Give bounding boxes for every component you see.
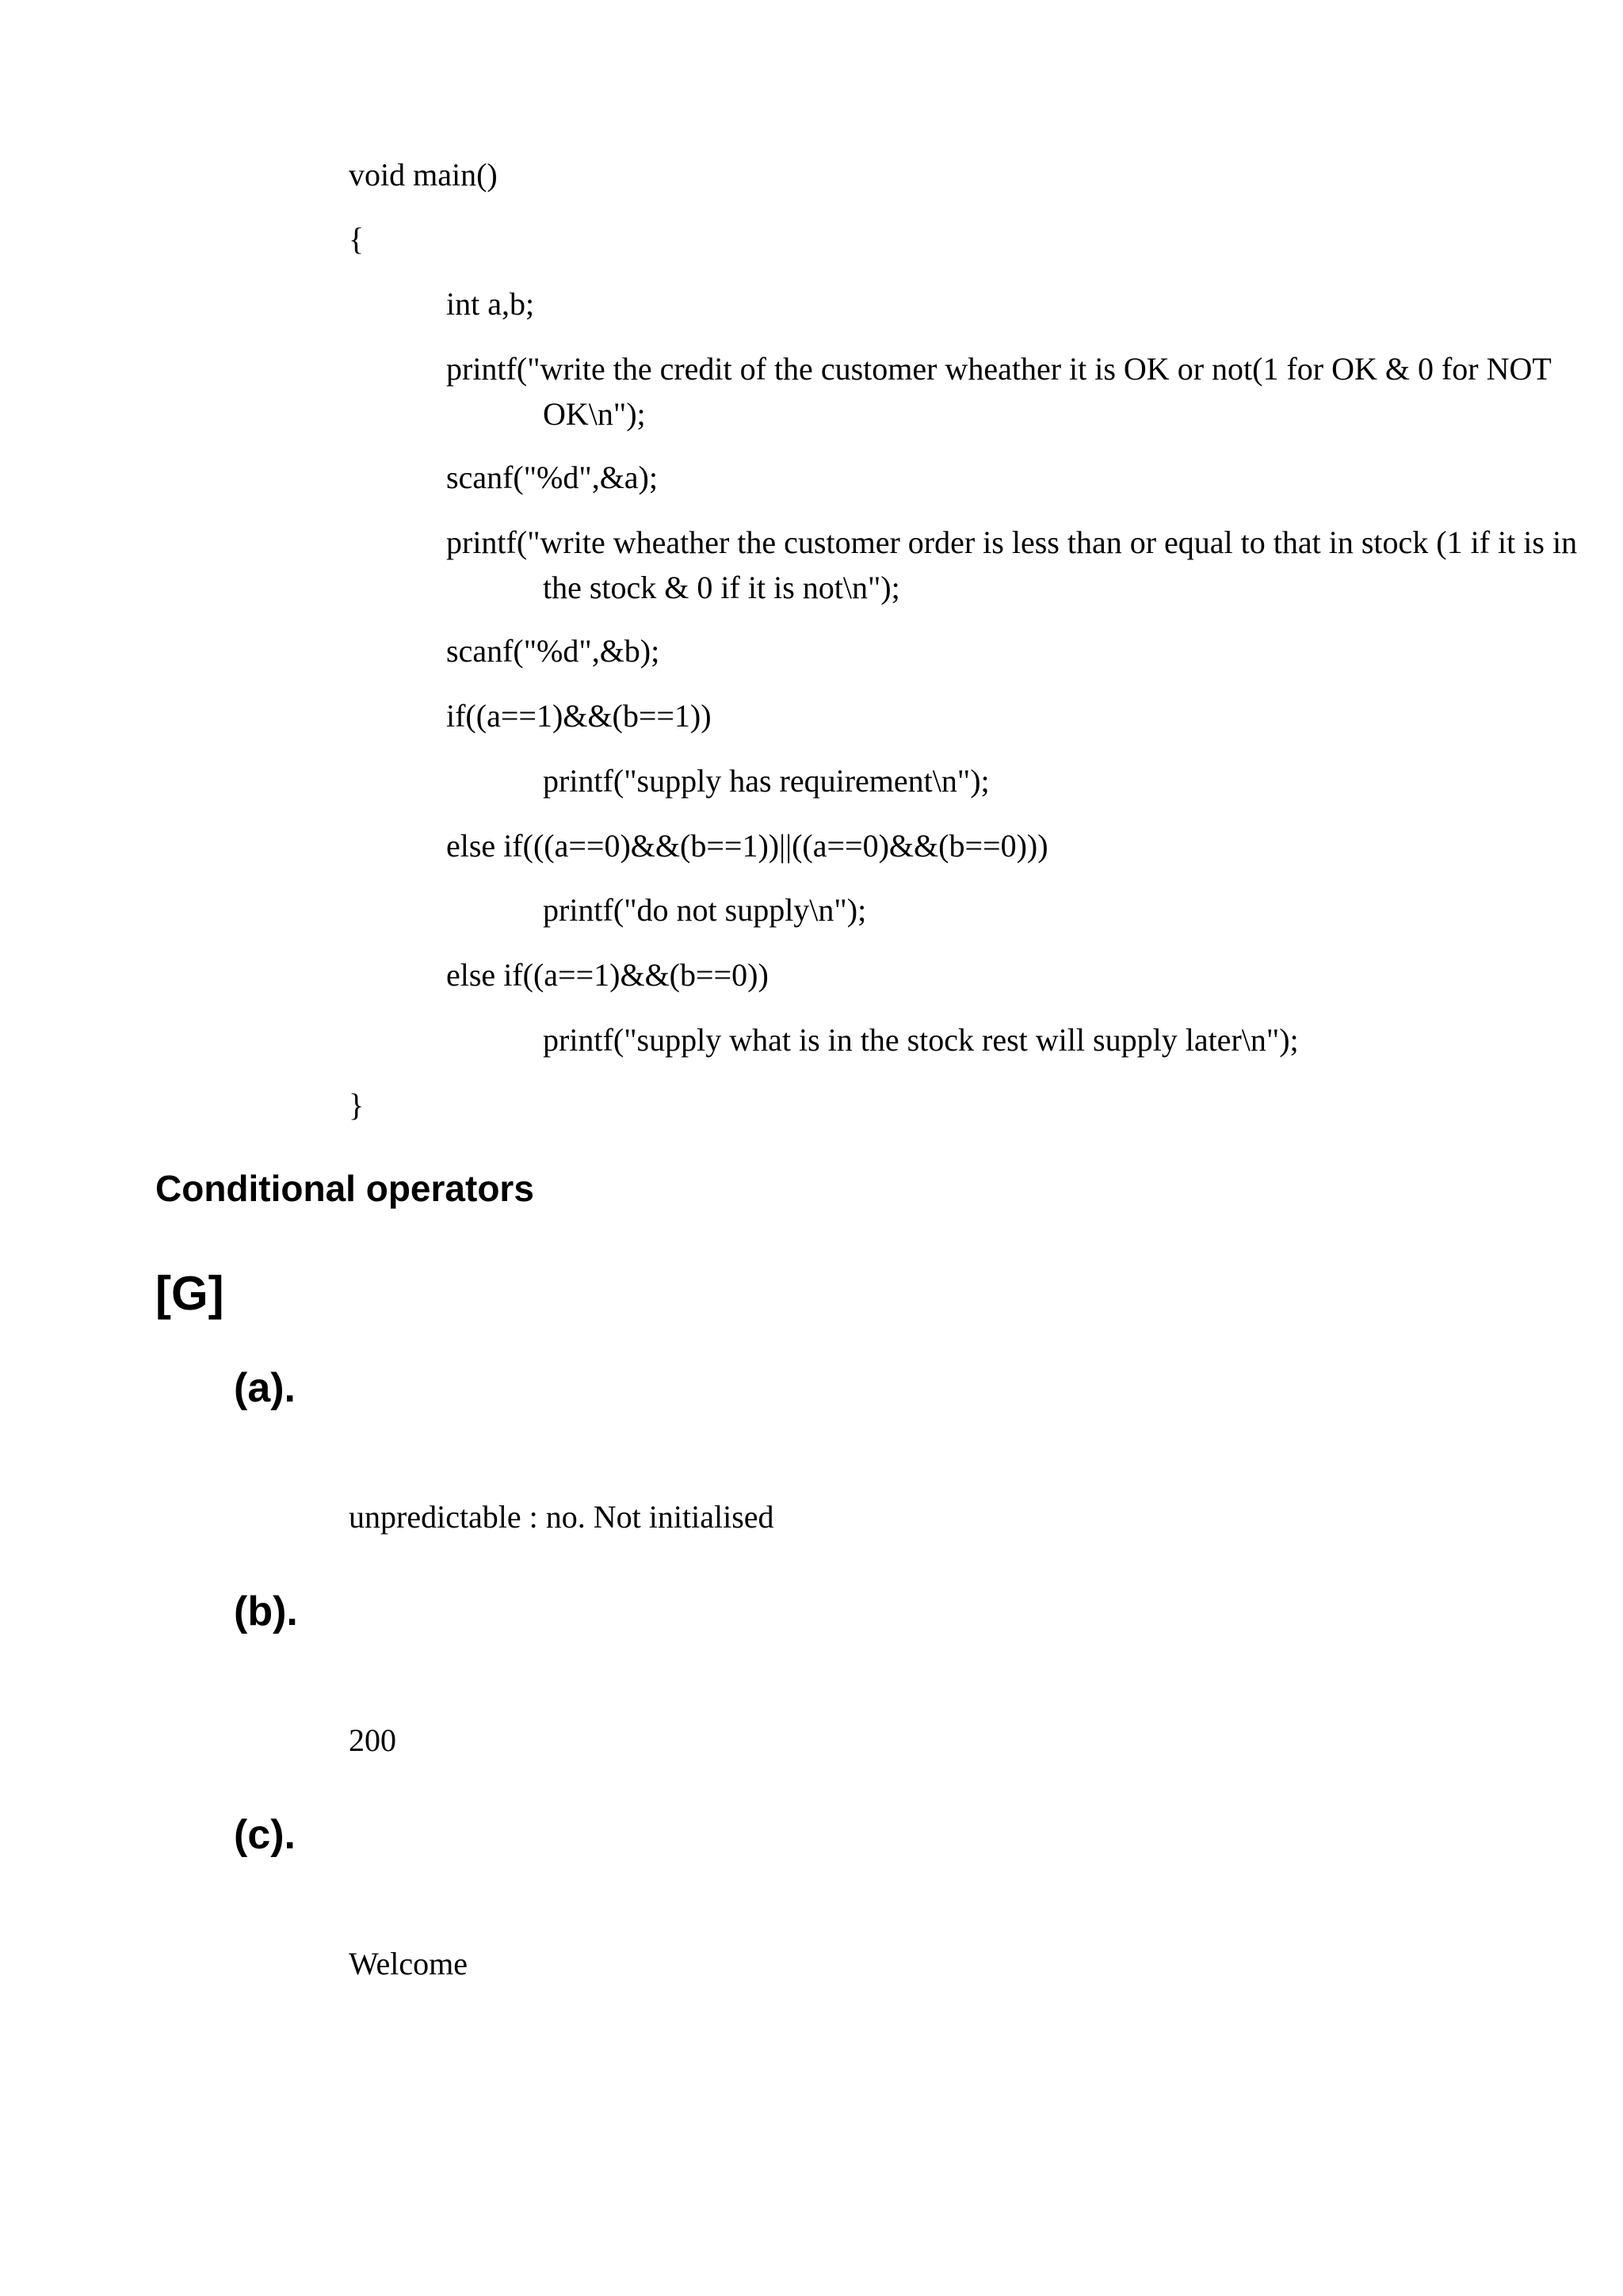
item-label-b: (b).: [234, 1589, 298, 1634]
code-line-if: if((a==1)&&(b==1)): [446, 698, 712, 734]
item-label-c: (c).: [234, 1812, 296, 1858]
code-line-printf-stock: printf("write wheather the customer order is less than or equal to that in stock (1 if it is in the stock & 0 if it is not\n");: [446, 524, 1578, 605]
code-line-printf-no-supply: printf("do not supply\n");: [543, 892, 867, 928]
code-line-printf-supply: printf("supply has requirement\n");: [543, 763, 990, 799]
code-line-open-brace: {: [349, 221, 365, 257]
code-line-close-brace: }: [349, 1087, 365, 1123]
code-line-main-signature: void main(): [349, 157, 498, 193]
code-line-declaration: int a,b;: [446, 286, 535, 322]
code-line-scanf-b: scanf("%d",&b);: [446, 633, 660, 669]
item-label-a: (a).: [234, 1365, 296, 1411]
code-line-printf-partial: printf("supply what is in the stock rest will supply later\n");: [543, 1022, 1299, 1058]
item-answer-b: 200: [349, 1722, 396, 1758]
code-line-scanf-a: scanf("%d",&a);: [446, 460, 658, 495]
code-line-printf-credit: printf("write the credit of the customer wheather it is OK or not(1 for OK & 0 for NOT OK\n");: [446, 351, 1552, 432]
item-answer-a: unpredictable : no. Not initialised: [349, 1499, 774, 1535]
code-line-else-if-2: else if((a==1)&&(b==0)): [446, 957, 769, 993]
section-heading: Conditional operators: [155, 1168, 534, 1209]
group-heading: [G]: [155, 1267, 224, 1320]
code-line-else-if-1: else if(((a==0)&&(b==1))||((a==0)&&(b==0))): [446, 828, 1048, 864]
item-answer-c: Welcome: [349, 1946, 468, 1981]
